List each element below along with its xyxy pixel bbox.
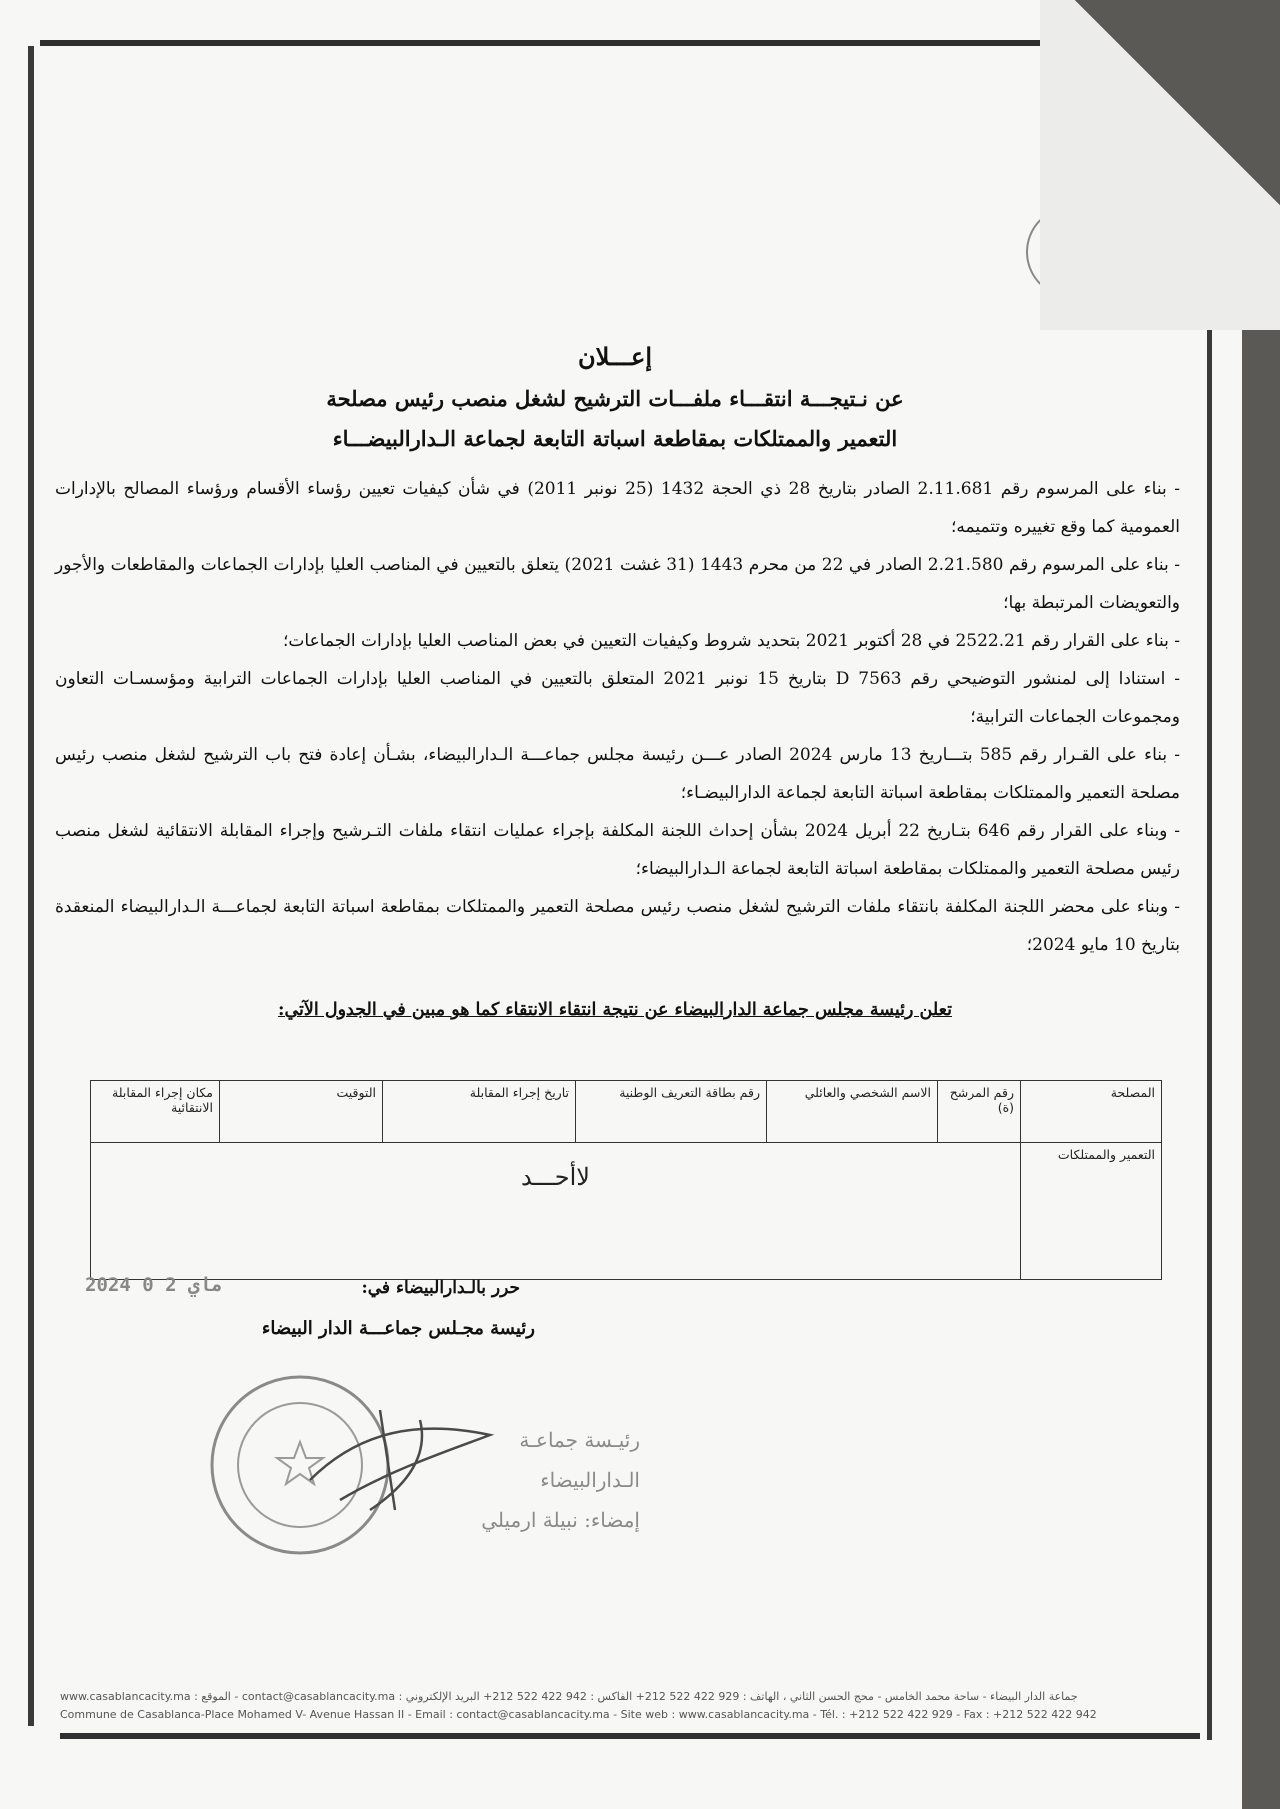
folded-paper-corner [1040, 0, 1280, 330]
frame-border-left [28, 46, 34, 1726]
table-header-row [91, 1081, 1162, 1143]
frame-border-top [40, 40, 1095, 46]
header-interview-place: مكان إجراء المقابلة الانتقائية [91, 1081, 220, 1143]
announcement-title: إعـــلان [577, 342, 653, 371]
legal-basis-clauses [55, 470, 1180, 964]
written-at-label: حرر بالـدارالبيضاء في: [361, 1278, 520, 1298]
footer-arabic-contact: جماعة الدار البيضاء - ساحة محمد الخامس - محج الحسن الثاني ، الهاتف : 929 422 522 212+ الفاكس : 942 422 522 212+ البريد الإلكتروني : contact@casablancacity.ma - الموقع : www.casablancacity.ma [60, 1690, 1078, 1703]
signatory-title: رئيسة مجـلس جماعـــة الدار البيضاء [261, 1318, 535, 1339]
clause-circular-d7563: - استنادا إلى لمنشور التوضيحي رقم D 7563 بتاريخ 15 نونبر 2021 المتعلق بالتعيين في المناصب العليا بإدارات الجماعات الترابية ومؤسسـات التعاون ومجموعات الجماعات الترابية؛ [55, 669, 1180, 727]
clause-decree-2-21-580: - بناء على المرسوم رقم 2.21.580 الصادر في 22 من محرم 1443 (31 غشت 2021) يتعلق بالتعيين في المناصب العليا بإدارات الجماعات والمقاطعات والأجور والتعويضات المرتبطة بها؛ [55, 555, 1180, 613]
stamp-line: رئيـسة جماعـة [519, 1428, 640, 1452]
clause-committee-minutes: - وبناء على محضر اللجنة المكلفة بانتقاء ملفات الترشيح لشغل منصب رئيس مصلحة التعمير والممتلكات بمقاطعة اسباتة التابعة لجماعـــة الـدارالبيضاء المنعقدة بتاريخ 10 مايو 2024؛ [55, 897, 1180, 955]
signature-stamp-text [400, 1420, 640, 1540]
header-candidate-number: رقم المرشح (ة) [938, 1081, 1021, 1143]
date-stamp: 2024 ماي 2 0 [85, 1274, 223, 1296]
cell-service: التعمير والممتلكات [1021, 1143, 1162, 1280]
announcement-subtitle-line-1: عن نـتيجـــة انتقـــاء ملفـــات الترشيح لشغل منصب رئيس مصلحة [326, 386, 904, 411]
results-table [90, 1080, 1162, 1280]
header-full-name: الاسم الشخصي والعائلي [767, 1081, 938, 1143]
stamp-line: إمضاء: نبيلة ارميلي [481, 1508, 640, 1532]
frame-border-bottom [60, 1733, 1200, 1739]
table-row [91, 1143, 1162, 1280]
header-service: المصلحة [1021, 1081, 1162, 1143]
document-footer [60, 1688, 1260, 1724]
announcement-declaration: تعلن رئيسة مجلس جماعة الدارالبيضاء عن نتيجة انتقاء الانتقاء كما هو مبين في الجدول الآتي: [278, 1000, 952, 1020]
announcement-subtitle-line-2: التعمير والممتلكات بمقاطعة اسباتة التابعة لجماعة الـدارالبيضـــاء [332, 426, 898, 451]
clause-order-585: - بناء على القـرار رقم 585 بتـــاريخ 13 مارس 2024 الصادر عـــن رئيسة مجلس جماعـــة الـدارالبيضاء، بشـأن إعادة فتح باب الترشيح لشغل منصب رئيس مصلحة التعمير والممتلكات بمقاطعة اسباتة التابعة لجماعة الدارالبيضـاء؛ [55, 745, 1180, 803]
header-national-id: رقم بطاقة التعريف الوطنية [576, 1081, 767, 1143]
header-interview-date: تاريخ إجراء المقابلة [383, 1081, 576, 1143]
stamp-line: الـدارالبيضاء [540, 1468, 640, 1492]
frame-border-right [1207, 290, 1212, 1740]
cell-result-none: لاأحـــد [91, 1143, 1021, 1280]
footer-french-contact: Commune de Casablanca-Place Mohamed V- Avenue Hassan II - Email : contact@casablancacity.ma - Site web : www.casablancacity.ma - Tél. : +212 522 422 929 - Fax : +212 522 422 942 [60, 1708, 1097, 1721]
clause-decree-2-11-681: - بناء على المرسوم رقم 2.11.681 الصادر بتاريخ 28 ذي الحجة 1432 (25 نونبر 2011) في شأن كيفيات تعيين رؤساء الأقسام ورؤساء المصالح بالإدارات العمومية كما وقع تغييره وتتميمه؛ [55, 479, 1180, 537]
header-time: التوقيت [220, 1081, 383, 1143]
clause-order-2522-21: - بناء على القرار رقم 2522.21 في 28 أكتوبر 2021 بتحديد شروط وكيفيات التعيين في بعض المناصب العليا بإدارات الجماعات؛ [282, 631, 1180, 651]
clause-order-646: - وبناء على القرار رقم 646 بتـاريخ 22 أبريل 2024 بشأن إحداث اللجنة المكلفة بإجراء عمليات انتقاء ملفات التـرشيح وإجراء المقابلة الانتقائية لشغل منصب رئيس مصلحة التعمير والممتلكات بمقاطعة اسباتة التابعة لجماعة الـدارالبيضاء؛ [55, 821, 1181, 879]
announcement-title-block [200, 335, 1030, 459]
